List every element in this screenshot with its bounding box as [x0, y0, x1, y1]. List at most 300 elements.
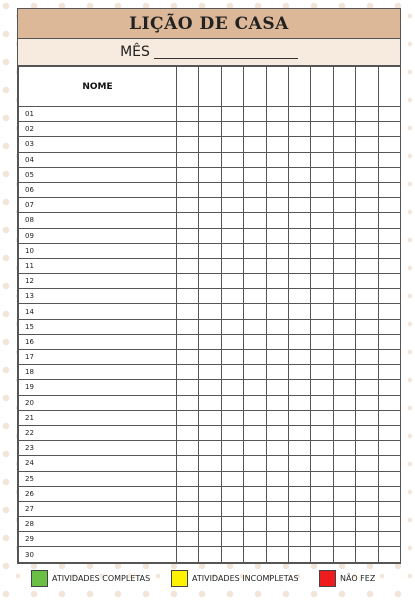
check-cell[interactable]	[244, 425, 266, 440]
check-cell[interactable]	[244, 395, 266, 410]
check-cell[interactable]	[311, 471, 333, 486]
check-cell[interactable]	[311, 289, 333, 304]
check-cell[interactable]	[333, 471, 355, 486]
check-cell[interactable]	[221, 122, 243, 137]
check-cell[interactable]	[378, 274, 400, 289]
check-cell[interactable]	[378, 319, 400, 334]
check-cell[interactable]	[311, 441, 333, 456]
check-cell[interactable]	[356, 395, 378, 410]
check-cell[interactable]	[177, 304, 199, 319]
check-cell[interactable]	[221, 228, 243, 243]
check-cell[interactable]	[288, 107, 310, 122]
check-cell[interactable]	[356, 380, 378, 395]
check-cell[interactable]	[177, 471, 199, 486]
check-cell[interactable]	[199, 425, 221, 440]
check-cell[interactable]	[311, 456, 333, 471]
check-cell[interactable]	[221, 137, 243, 152]
check-cell[interactable]	[378, 395, 400, 410]
check-cell[interactable]	[333, 350, 355, 365]
check-cell[interactable]	[199, 289, 221, 304]
check-cell[interactable]	[356, 213, 378, 228]
check-cell[interactable]	[333, 410, 355, 425]
check-cell[interactable]	[266, 167, 288, 182]
check-cell[interactable]	[356, 258, 378, 273]
check-cell[interactable]	[177, 350, 199, 365]
check-cell[interactable]	[288, 152, 310, 167]
check-cell[interactable]	[177, 486, 199, 501]
check-cell[interactable]	[356, 137, 378, 152]
check-cell[interactable]	[177, 243, 199, 258]
check-cell[interactable]	[199, 456, 221, 471]
check-cell[interactable]	[356, 319, 378, 334]
check-cell[interactable]	[288, 395, 310, 410]
check-cell[interactable]	[266, 213, 288, 228]
check-cell[interactable]	[199, 441, 221, 456]
check-cell[interactable]	[378, 365, 400, 380]
check-cell[interactable]	[378, 486, 400, 501]
check-cell[interactable]	[244, 274, 266, 289]
check-cell[interactable]	[244, 486, 266, 501]
check-cell[interactable]	[311, 213, 333, 228]
check-cell[interactable]	[378, 289, 400, 304]
check-cell[interactable]	[356, 243, 378, 258]
check-cell[interactable]	[356, 122, 378, 137]
check-cell[interactable]	[356, 532, 378, 547]
check-cell[interactable]	[288, 441, 310, 456]
check-cell[interactable]	[288, 274, 310, 289]
check-cell[interactable]	[288, 167, 310, 182]
check-cell[interactable]	[266, 517, 288, 532]
check-cell[interactable]	[333, 122, 355, 137]
check-cell[interactable]	[378, 258, 400, 273]
check-cell[interactable]	[311, 152, 333, 167]
check-cell[interactable]	[221, 319, 243, 334]
check-cell[interactable]	[378, 547, 400, 562]
check-cell[interactable]	[221, 441, 243, 456]
check-cell[interactable]	[177, 258, 199, 273]
check-cell[interactable]	[378, 122, 400, 137]
check-cell[interactable]	[177, 517, 199, 532]
check-cell[interactable]	[378, 532, 400, 547]
check-cell[interactable]	[244, 198, 266, 213]
check-cell[interactable]	[199, 258, 221, 273]
check-cell[interactable]	[378, 107, 400, 122]
check-cell[interactable]	[177, 319, 199, 334]
check-cell[interactable]	[177, 425, 199, 440]
check-cell[interactable]	[177, 137, 199, 152]
check-cell[interactable]	[288, 501, 310, 516]
check-cell[interactable]	[221, 410, 243, 425]
check-cell[interactable]	[221, 395, 243, 410]
check-cell[interactable]	[266, 486, 288, 501]
check-cell[interactable]	[311, 334, 333, 349]
check-cell[interactable]	[333, 304, 355, 319]
check-cell[interactable]	[199, 486, 221, 501]
check-cell[interactable]	[199, 532, 221, 547]
check-cell[interactable]	[356, 486, 378, 501]
check-cell[interactable]	[266, 410, 288, 425]
check-cell[interactable]	[177, 334, 199, 349]
check-cell[interactable]	[244, 334, 266, 349]
check-cell[interactable]	[244, 213, 266, 228]
check-cell[interactable]	[333, 107, 355, 122]
check-cell[interactable]	[311, 243, 333, 258]
check-cell[interactable]	[244, 517, 266, 532]
check-cell[interactable]	[288, 425, 310, 440]
check-cell[interactable]	[378, 350, 400, 365]
check-cell[interactable]	[199, 334, 221, 349]
check-cell[interactable]	[356, 410, 378, 425]
check-cell[interactable]	[288, 289, 310, 304]
check-cell[interactable]	[333, 137, 355, 152]
check-cell[interactable]	[177, 547, 199, 562]
check-cell[interactable]	[199, 137, 221, 152]
check-cell[interactable]	[199, 198, 221, 213]
check-cell[interactable]	[378, 441, 400, 456]
check-cell[interactable]	[266, 274, 288, 289]
check-cell[interactable]	[333, 425, 355, 440]
check-cell[interactable]	[244, 350, 266, 365]
check-cell[interactable]	[266, 380, 288, 395]
check-cell[interactable]	[177, 107, 199, 122]
check-cell[interactable]	[378, 304, 400, 319]
check-cell[interactable]	[288, 517, 310, 532]
check-cell[interactable]	[221, 213, 243, 228]
check-cell[interactable]	[266, 395, 288, 410]
check-cell[interactable]	[221, 365, 243, 380]
check-cell[interactable]	[333, 274, 355, 289]
check-cell[interactable]	[288, 380, 310, 395]
check-cell[interactable]	[244, 456, 266, 471]
check-cell[interactable]	[356, 365, 378, 380]
check-cell[interactable]	[333, 547, 355, 562]
check-cell[interactable]	[177, 395, 199, 410]
check-cell[interactable]	[333, 334, 355, 349]
check-cell[interactable]	[199, 471, 221, 486]
check-cell[interactable]	[378, 517, 400, 532]
check-cell[interactable]	[266, 258, 288, 273]
check-cell[interactable]	[288, 182, 310, 197]
check-cell[interactable]	[311, 532, 333, 547]
check-cell[interactable]	[333, 380, 355, 395]
check-cell[interactable]	[177, 365, 199, 380]
check-cell[interactable]	[199, 107, 221, 122]
check-cell[interactable]	[333, 532, 355, 547]
check-cell[interactable]	[333, 167, 355, 182]
check-cell[interactable]	[244, 243, 266, 258]
check-cell[interactable]	[311, 547, 333, 562]
check-cell[interactable]	[244, 380, 266, 395]
check-cell[interactable]	[378, 334, 400, 349]
check-cell[interactable]	[356, 198, 378, 213]
check-cell[interactable]	[199, 395, 221, 410]
check-cell[interactable]	[311, 137, 333, 152]
check-cell[interactable]	[333, 213, 355, 228]
check-cell[interactable]	[199, 152, 221, 167]
check-cell[interactable]	[311, 350, 333, 365]
check-cell[interactable]	[288, 456, 310, 471]
check-cell[interactable]	[244, 137, 266, 152]
check-cell[interactable]	[378, 213, 400, 228]
check-cell[interactable]	[311, 517, 333, 532]
check-cell[interactable]	[333, 289, 355, 304]
check-cell[interactable]	[266, 228, 288, 243]
check-cell[interactable]	[266, 289, 288, 304]
check-cell[interactable]	[199, 228, 221, 243]
check-cell[interactable]	[288, 213, 310, 228]
check-cell[interactable]	[177, 167, 199, 182]
check-cell[interactable]	[311, 304, 333, 319]
check-cell[interactable]	[266, 137, 288, 152]
check-cell[interactable]	[356, 547, 378, 562]
check-cell[interactable]	[221, 486, 243, 501]
check-cell[interactable]	[199, 243, 221, 258]
check-cell[interactable]	[244, 107, 266, 122]
check-cell[interactable]	[311, 107, 333, 122]
check-cell[interactable]	[356, 425, 378, 440]
check-cell[interactable]	[199, 182, 221, 197]
check-cell[interactable]	[356, 517, 378, 532]
check-cell[interactable]	[199, 319, 221, 334]
check-cell[interactable]	[177, 441, 199, 456]
check-cell[interactable]	[288, 243, 310, 258]
check-cell[interactable]	[378, 137, 400, 152]
check-cell[interactable]	[288, 319, 310, 334]
check-cell[interactable]	[333, 228, 355, 243]
check-cell[interactable]	[221, 243, 243, 258]
check-cell[interactable]	[177, 228, 199, 243]
check-cell[interactable]	[221, 547, 243, 562]
check-cell[interactable]	[311, 198, 333, 213]
check-cell[interactable]	[311, 410, 333, 425]
check-cell[interactable]	[378, 410, 400, 425]
check-cell[interactable]	[311, 228, 333, 243]
check-cell[interactable]	[311, 319, 333, 334]
check-cell[interactable]	[221, 425, 243, 440]
check-cell[interactable]	[244, 471, 266, 486]
check-cell[interactable]	[244, 501, 266, 516]
check-cell[interactable]	[244, 122, 266, 137]
check-cell[interactable]	[199, 365, 221, 380]
check-cell[interactable]	[378, 228, 400, 243]
check-cell[interactable]	[266, 334, 288, 349]
check-cell[interactable]	[244, 289, 266, 304]
check-cell[interactable]	[333, 243, 355, 258]
check-cell[interactable]	[378, 456, 400, 471]
check-cell[interactable]	[288, 547, 310, 562]
check-cell[interactable]	[311, 365, 333, 380]
check-cell[interactable]	[288, 228, 310, 243]
check-cell[interactable]	[311, 258, 333, 273]
check-cell[interactable]	[311, 167, 333, 182]
check-cell[interactable]	[266, 182, 288, 197]
check-cell[interactable]	[288, 486, 310, 501]
check-cell[interactable]	[288, 532, 310, 547]
check-cell[interactable]	[266, 350, 288, 365]
check-cell[interactable]	[378, 380, 400, 395]
check-cell[interactable]	[221, 152, 243, 167]
check-cell[interactable]	[244, 532, 266, 547]
check-cell[interactable]	[244, 304, 266, 319]
check-cell[interactable]	[333, 152, 355, 167]
check-cell[interactable]	[221, 471, 243, 486]
check-cell[interactable]	[221, 304, 243, 319]
check-cell[interactable]	[221, 501, 243, 516]
check-cell[interactable]	[378, 167, 400, 182]
check-cell[interactable]	[333, 517, 355, 532]
check-cell[interactable]	[221, 289, 243, 304]
check-cell[interactable]	[356, 182, 378, 197]
check-cell[interactable]	[378, 425, 400, 440]
check-cell[interactable]	[244, 547, 266, 562]
check-cell[interactable]	[244, 152, 266, 167]
check-cell[interactable]	[311, 486, 333, 501]
check-cell[interactable]	[333, 456, 355, 471]
check-cell[interactable]	[177, 122, 199, 137]
check-cell[interactable]	[288, 122, 310, 137]
check-cell[interactable]	[356, 304, 378, 319]
check-cell[interactable]	[356, 471, 378, 486]
check-cell[interactable]	[356, 289, 378, 304]
check-cell[interactable]	[177, 532, 199, 547]
check-cell[interactable]	[199, 274, 221, 289]
check-cell[interactable]	[266, 425, 288, 440]
check-cell[interactable]	[244, 365, 266, 380]
check-cell[interactable]	[244, 167, 266, 182]
check-cell[interactable]	[221, 350, 243, 365]
check-cell[interactable]	[177, 213, 199, 228]
check-cell[interactable]	[199, 304, 221, 319]
check-cell[interactable]	[221, 198, 243, 213]
check-cell[interactable]	[221, 274, 243, 289]
check-cell[interactable]	[311, 274, 333, 289]
check-cell[interactable]	[333, 198, 355, 213]
check-cell[interactable]	[266, 122, 288, 137]
check-cell[interactable]	[199, 122, 221, 137]
check-cell[interactable]	[378, 152, 400, 167]
check-cell[interactable]	[378, 182, 400, 197]
check-cell[interactable]	[333, 501, 355, 516]
check-cell[interactable]	[378, 501, 400, 516]
check-cell[interactable]	[266, 198, 288, 213]
check-cell[interactable]	[311, 395, 333, 410]
check-cell[interactable]	[288, 410, 310, 425]
check-cell[interactable]	[356, 334, 378, 349]
check-cell[interactable]	[356, 228, 378, 243]
check-cell[interactable]	[378, 198, 400, 213]
check-cell[interactable]	[199, 547, 221, 562]
check-cell[interactable]	[244, 441, 266, 456]
check-cell[interactable]	[266, 532, 288, 547]
check-cell[interactable]	[288, 198, 310, 213]
check-cell[interactable]	[221, 182, 243, 197]
check-cell[interactable]	[177, 274, 199, 289]
check-cell[interactable]	[356, 456, 378, 471]
check-cell[interactable]	[333, 182, 355, 197]
check-cell[interactable]	[333, 365, 355, 380]
check-cell[interactable]	[266, 107, 288, 122]
check-cell[interactable]	[244, 319, 266, 334]
check-cell[interactable]	[311, 380, 333, 395]
check-cell[interactable]	[221, 456, 243, 471]
check-cell[interactable]	[288, 471, 310, 486]
check-cell[interactable]	[311, 501, 333, 516]
check-cell[interactable]	[356, 167, 378, 182]
check-cell[interactable]	[378, 471, 400, 486]
check-cell[interactable]	[221, 517, 243, 532]
check-cell[interactable]	[266, 456, 288, 471]
check-cell[interactable]	[199, 213, 221, 228]
check-cell[interactable]	[177, 182, 199, 197]
check-cell[interactable]	[311, 182, 333, 197]
check-cell[interactable]	[288, 334, 310, 349]
check-cell[interactable]	[221, 334, 243, 349]
check-cell[interactable]	[244, 258, 266, 273]
check-cell[interactable]	[288, 258, 310, 273]
check-cell[interactable]	[356, 350, 378, 365]
check-cell[interactable]	[333, 395, 355, 410]
check-cell[interactable]	[221, 258, 243, 273]
check-cell[interactable]	[333, 258, 355, 273]
check-cell[interactable]	[199, 501, 221, 516]
check-cell[interactable]	[266, 152, 288, 167]
check-cell[interactable]	[244, 182, 266, 197]
check-cell[interactable]	[177, 152, 199, 167]
check-cell[interactable]	[356, 274, 378, 289]
check-cell[interactable]	[199, 167, 221, 182]
check-cell[interactable]	[266, 243, 288, 258]
check-cell[interactable]	[244, 410, 266, 425]
check-cell[interactable]	[221, 532, 243, 547]
check-cell[interactable]	[266, 441, 288, 456]
check-cell[interactable]	[177, 198, 199, 213]
check-cell[interactable]	[288, 365, 310, 380]
check-cell[interactable]	[356, 501, 378, 516]
check-cell[interactable]	[311, 425, 333, 440]
check-cell[interactable]	[199, 380, 221, 395]
check-cell[interactable]	[199, 410, 221, 425]
check-cell[interactable]	[221, 107, 243, 122]
check-cell[interactable]	[333, 319, 355, 334]
check-cell[interactable]	[266, 547, 288, 562]
check-cell[interactable]	[221, 380, 243, 395]
check-cell[interactable]	[356, 152, 378, 167]
check-cell[interactable]	[266, 304, 288, 319]
check-cell[interactable]	[311, 122, 333, 137]
check-cell[interactable]	[356, 107, 378, 122]
check-cell[interactable]	[333, 441, 355, 456]
check-cell[interactable]	[266, 471, 288, 486]
check-cell[interactable]	[177, 289, 199, 304]
check-cell[interactable]	[333, 486, 355, 501]
check-cell[interactable]	[288, 350, 310, 365]
check-cell[interactable]	[288, 137, 310, 152]
check-cell[interactable]	[199, 350, 221, 365]
check-cell[interactable]	[266, 365, 288, 380]
check-cell[interactable]	[266, 501, 288, 516]
check-cell[interactable]	[244, 228, 266, 243]
check-cell[interactable]	[356, 441, 378, 456]
check-cell[interactable]	[177, 501, 199, 516]
check-cell[interactable]	[199, 517, 221, 532]
check-cell[interactable]	[177, 380, 199, 395]
check-cell[interactable]	[177, 456, 199, 471]
check-cell[interactable]	[266, 319, 288, 334]
check-cell[interactable]	[177, 410, 199, 425]
check-cell[interactable]	[221, 167, 243, 182]
check-cell[interactable]	[378, 243, 400, 258]
check-cell[interactable]	[288, 304, 310, 319]
